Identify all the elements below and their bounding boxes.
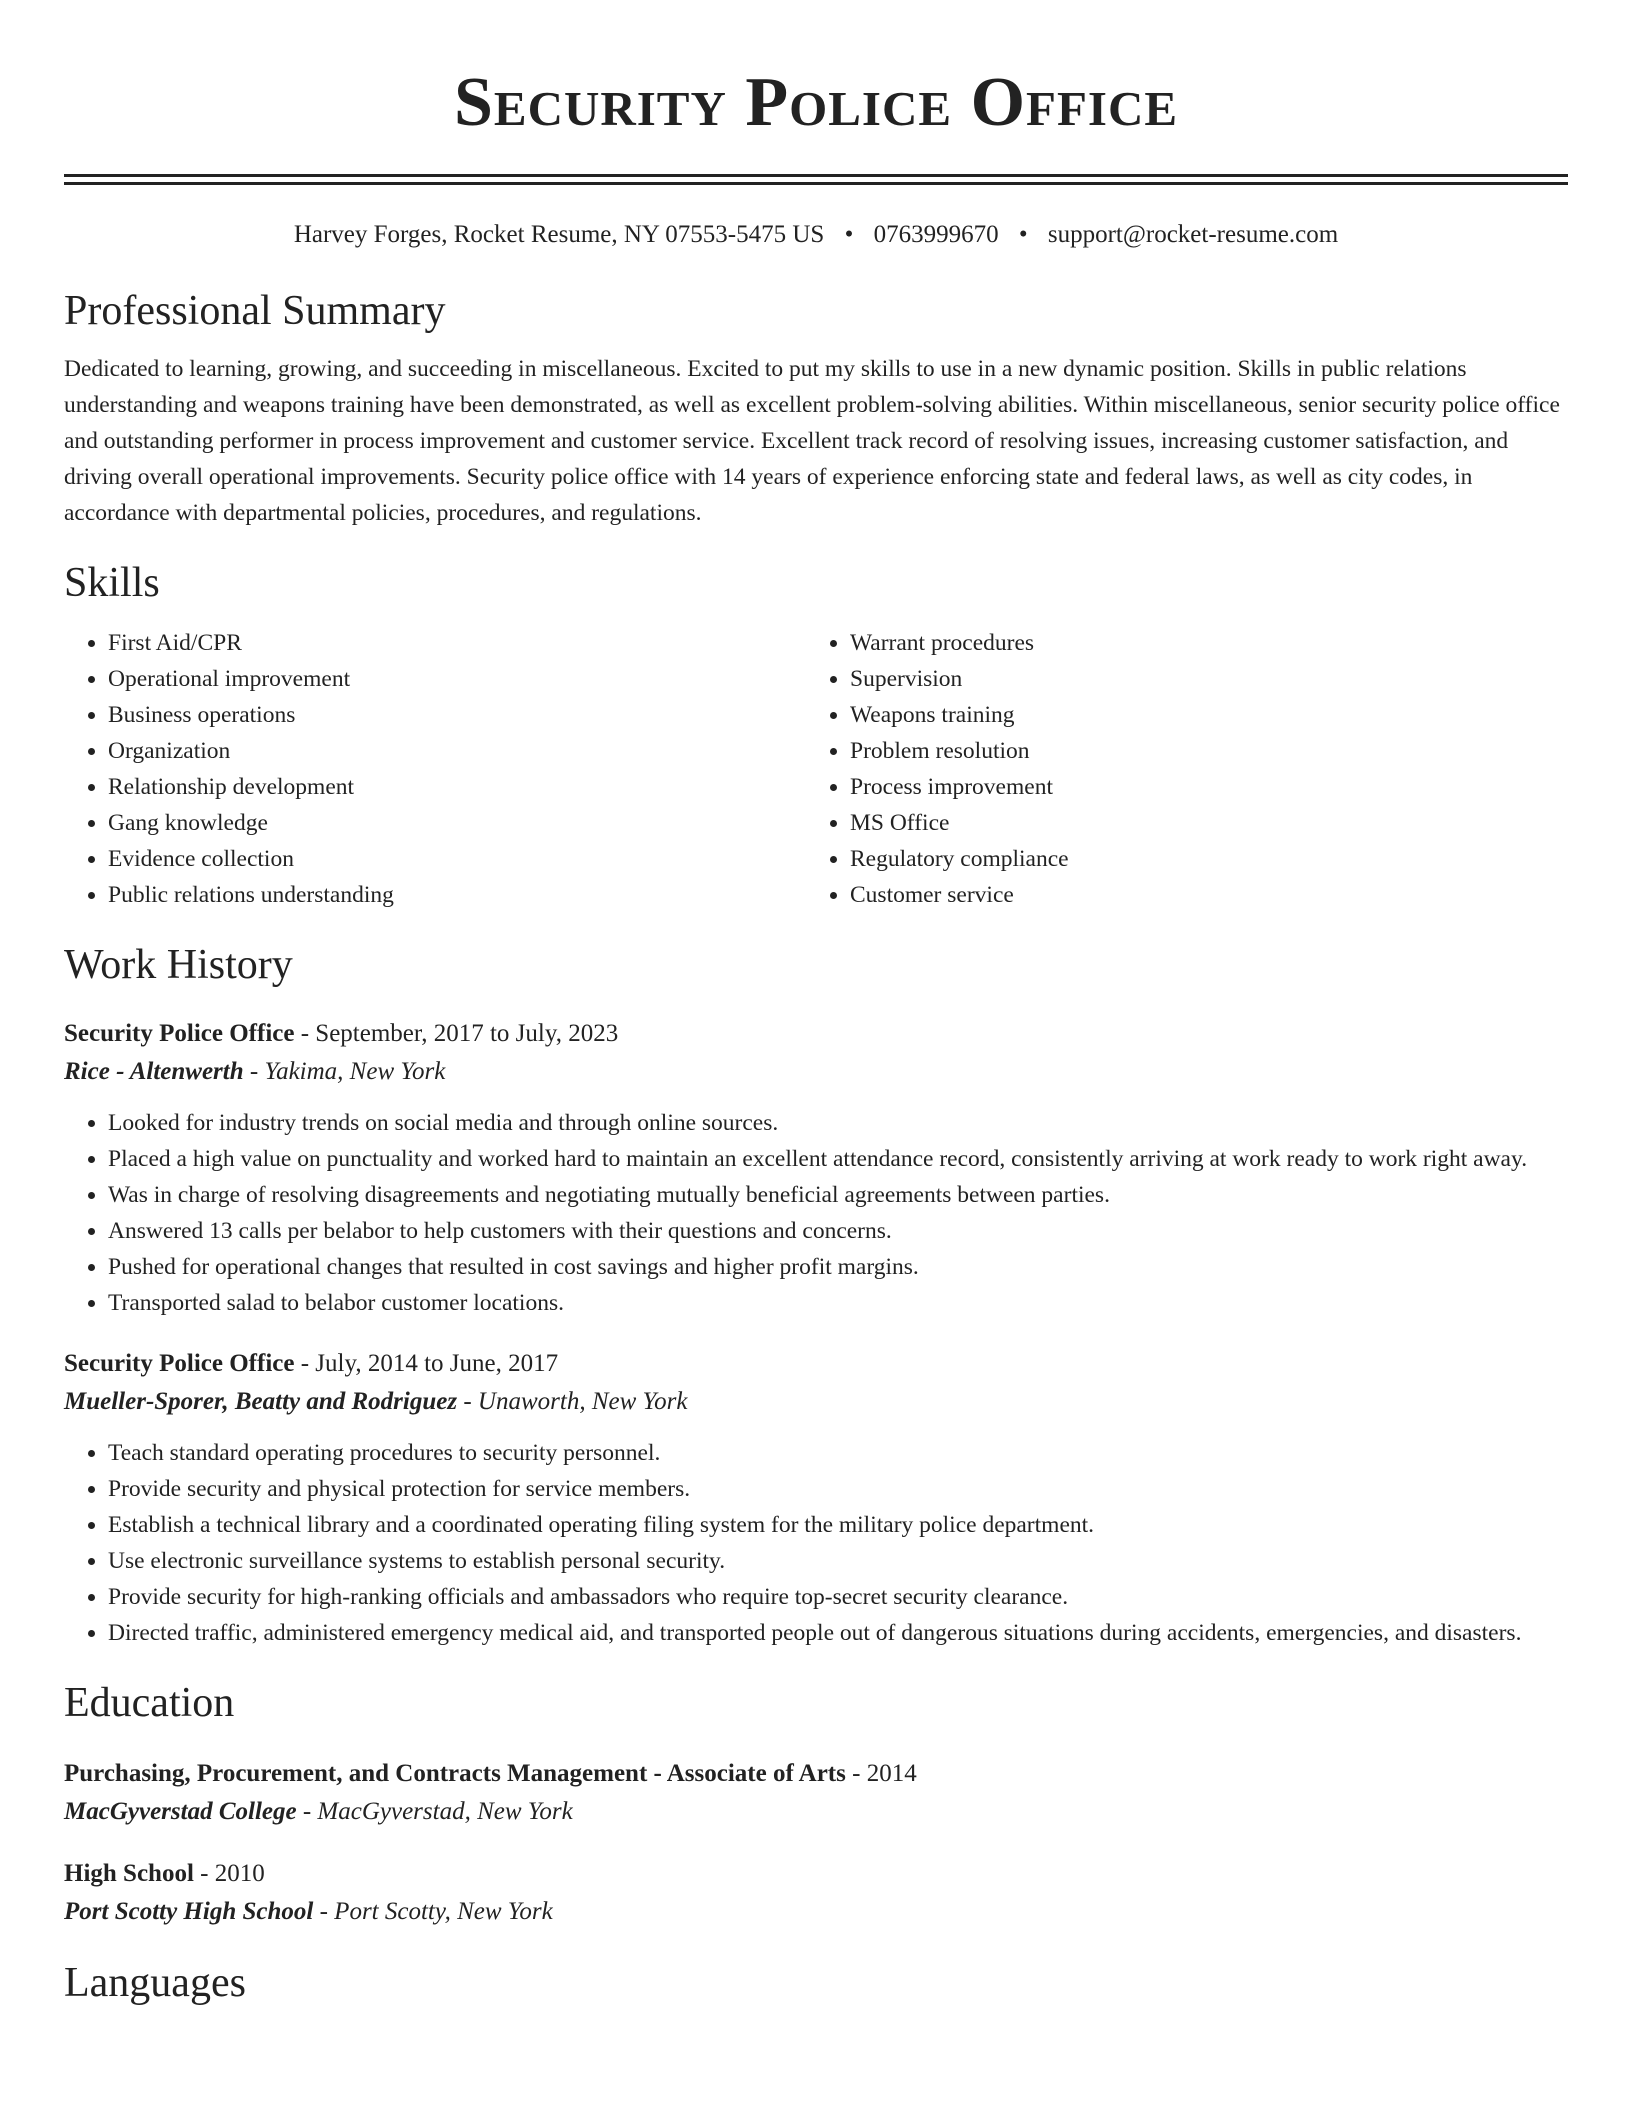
duty-item: • Provide security and physical protection for service members. xyxy=(108,1471,1568,1507)
job-duties xyxy=(64,1105,1568,1321)
contact-address: Harvey Forges, Rocket Resume, NY 07553-5475 US xyxy=(293,221,825,248)
contact-email: support@rocket-resume.com xyxy=(1047,221,1339,248)
duty-item: • Establish a technical library and a coordinated operating filing system for the military police department. xyxy=(108,1507,1568,1543)
title-divider xyxy=(64,174,1568,185)
employer-name: Mueller-Sporer, Beatty and Rodriguez xyxy=(64,1388,458,1415)
education-entry xyxy=(64,1755,1568,1831)
skill-item: • Organization xyxy=(108,733,806,769)
graduation-year: - 2010 xyxy=(193,1860,265,1887)
skill-item: • MS Office xyxy=(850,805,1548,841)
degree-line xyxy=(64,1855,1568,1893)
work-history-heading: Work History xyxy=(64,942,293,988)
duty-item: • Transported salad to belabor customer locations. xyxy=(108,1285,1568,1321)
skill-item: • Customer service xyxy=(850,877,1548,913)
job-entry xyxy=(64,1345,1568,1651)
school-location: - MacGyverstad, New York xyxy=(296,1798,573,1825)
school-name: MacGyverstad College xyxy=(64,1798,297,1825)
job-dates: - September, 2017 to July, 2023 xyxy=(294,1020,619,1047)
school-line xyxy=(64,1893,1568,1931)
contact-separator: • xyxy=(1018,221,1028,248)
contact-phone: 0763999670 xyxy=(873,221,999,248)
skills-column-right xyxy=(806,625,1548,913)
school-location: - Port Scotty, New York xyxy=(313,1898,553,1925)
education-heading: Education xyxy=(64,1680,235,1726)
duty-item: • Use electronic surveillance systems to establish personal security. xyxy=(108,1543,1568,1579)
job-title: Security Police Office xyxy=(64,1350,295,1377)
duty-item: • Was in charge of resolving disagreements and negotiating mutually beneficial agreements between parties. xyxy=(108,1177,1568,1213)
resume-page xyxy=(64,0,1568,2011)
job-title-line xyxy=(64,1015,1568,1053)
degree-name: Purchasing, Procurement, and Contracts Management - Associate of Arts xyxy=(64,1760,846,1787)
duty-item: • Provide security for high-ranking officials and ambassadors who require top-secret security clearance. xyxy=(108,1579,1568,1615)
skills-column-left xyxy=(64,625,806,913)
skills-list xyxy=(64,625,1568,913)
skill-item: • Operational improvement xyxy=(108,661,806,697)
contact-line xyxy=(64,217,1568,253)
degree-name: High School xyxy=(64,1860,194,1887)
employer-location: - Yakima, New York xyxy=(243,1058,446,1085)
contact-separator: • xyxy=(844,221,854,248)
job-title: Security Police Office xyxy=(64,1020,295,1047)
job-dates: - July, 2014 to June, 2017 xyxy=(294,1350,559,1377)
page-title: Security Police Office xyxy=(453,64,1179,141)
duty-item: • Teach standard operating procedures to security personnel. xyxy=(108,1435,1568,1471)
job-duties xyxy=(64,1435,1568,1651)
skill-item: • Public relations understanding xyxy=(108,877,806,913)
skill-item: • Process improvement xyxy=(850,769,1548,805)
duty-item: • Answered 13 calls per belabor to help customers with their questions and concerns. xyxy=(108,1213,1568,1249)
skill-item: • Regulatory compliance xyxy=(850,841,1548,877)
summary-heading: Professional Summary xyxy=(64,288,446,334)
skill-item: • Warrant procedures xyxy=(850,625,1548,661)
school-line xyxy=(64,1793,1568,1831)
skill-item: • First Aid/CPR xyxy=(108,625,806,661)
duty-item: • Looked for industry trends on social media and through online sources. xyxy=(108,1105,1568,1141)
skill-item: • Weapons training xyxy=(850,697,1548,733)
skill-item: • Business operations xyxy=(108,697,806,733)
employer-line xyxy=(64,1383,1568,1421)
duty-item: • Pushed for operational changes that resulted in cost savings and higher profit margins. xyxy=(108,1249,1568,1285)
job-title-line xyxy=(64,1345,1568,1383)
skill-item: • Gang knowledge xyxy=(108,805,806,841)
employer-location: - Unaworth, New York xyxy=(457,1388,688,1415)
summary-text: Dedicated to learning, growing, and succeeding in miscellaneous. Excited to put my skills to use in a new dynamic position. Skills in public relations understanding and weapons training have been demonstrated, as well as excellent problem-solving abilities. Within miscellaneous, senior security police office and outstanding performer in process improvement and customer service. Excellent track record of resolving issues, increasing customer satisfaction, and driving overall operational improvements. Security police office with 14 years of experience enforcing state and federal laws, as well as city codes, in accordance with departmental policies, procedures, and regulations. xyxy=(64,356,1560,526)
skill-item: • Problem resolution xyxy=(850,733,1548,769)
duty-item: • Placed a high value on punctuality and worked hard to maintain an excellent attendance record, consistently arriving at work ready to work right away. xyxy=(108,1141,1568,1177)
education-entry xyxy=(64,1855,1568,1931)
skills-heading: Skills xyxy=(64,560,160,606)
skill-item: • Supervision xyxy=(850,661,1548,697)
languages-heading: Languages xyxy=(64,1960,246,2006)
school-name: Port Scotty High School xyxy=(64,1898,314,1925)
duty-item: • Directed traffic, administered emergency medical aid, and transported people out of dangerous situations during accidents, emergencies, and disasters. xyxy=(108,1615,1568,1651)
graduation-year: - 2014 xyxy=(845,1760,917,1787)
skill-item: • Evidence collection xyxy=(108,841,806,877)
employer-line xyxy=(64,1053,1568,1091)
skill-item: • Relationship development xyxy=(108,769,806,805)
degree-line xyxy=(64,1755,1568,1793)
job-entry xyxy=(64,1015,1568,1321)
employer-name: Rice - Altenwerth xyxy=(64,1058,244,1085)
